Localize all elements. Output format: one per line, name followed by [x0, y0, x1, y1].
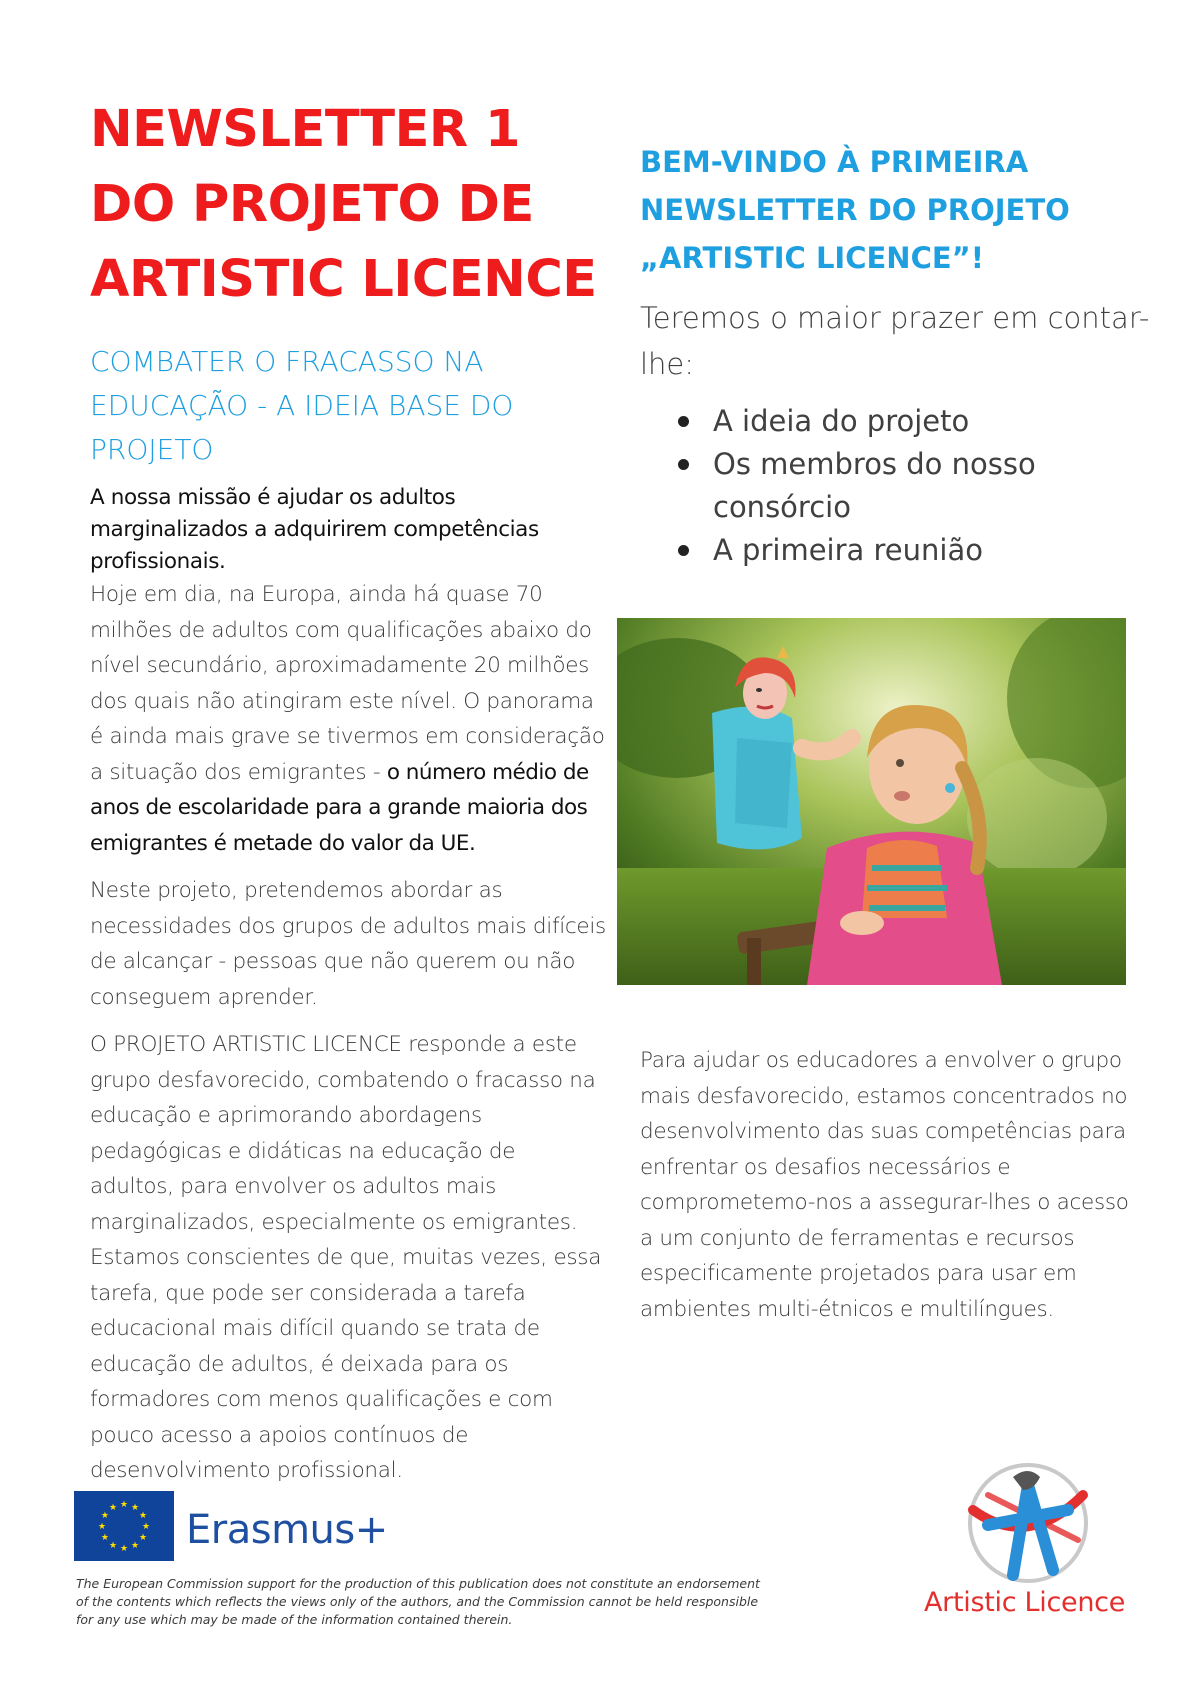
- erasmus-plus-wordmark: Erasmus+: [186, 1507, 388, 1553]
- title-line: DO PROJETO DE: [90, 175, 534, 234]
- paragraph-project-needs: [90, 873, 610, 1015]
- welcome-line: BEM-VINDO À PRIMEIRA: [640, 145, 1029, 179]
- eu-star-icon: ★: [100, 1510, 109, 1520]
- highlight-text: o número médio de: [386, 759, 589, 785]
- paragraph-line: formadores com menos qualificações e com: [90, 1387, 553, 1412]
- paragraph-line: grupo desfavorecido, combatendo o fracasso na: [90, 1067, 596, 1093]
- paragraph-line: tarefa, que pode ser considerada a tarefa: [90, 1280, 526, 1306]
- section-heading-line: COMBATER O FRACASSO NA: [90, 345, 484, 378]
- section-heading: [90, 340, 590, 472]
- welcome-intro: [640, 295, 1150, 387]
- list-item: [640, 400, 1120, 443]
- paragraph-line: pouco acesso a apoios contínuos de: [90, 1422, 469, 1448]
- paragraph-line: educação e aprimorando abordagens: [90, 1103, 482, 1128]
- paragraph-line: adultos, para envolver os adultos mais: [90, 1174, 497, 1199]
- disclaimer-line: of the contents which reflects the views only of the authors, and the Commission cannot be held responsible: [76, 1594, 759, 1609]
- welcome-line: „ARTISTIC LICENCE”!: [640, 241, 984, 275]
- eu-star-icon: ★: [119, 1543, 129, 1553]
- welcome-line: NEWSLETTER DO PROJETO: [640, 193, 1070, 227]
- eu-star-icon: ★: [119, 1499, 129, 1509]
- highlight-text: anos de escolaridade para a grande maioria dos: [90, 795, 588, 820]
- intro-line: lhe:: [640, 347, 695, 381]
- paragraph-line: enfrentar os desafios necessários e: [640, 1154, 1011, 1180]
- eu-star-icon: ★: [108, 1501, 118, 1512]
- newsletter-title: [90, 92, 650, 317]
- paragraph-line: milhões de adultos com qualificações abaixo do: [90, 617, 592, 643]
- eu-flag-icon: [74, 1491, 174, 1561]
- list-item: [640, 443, 1120, 529]
- list-item-label: A ideia do projeto: [713, 404, 970, 438]
- paragraph-line: a um conjunto de ferramentas e recursos: [640, 1225, 1075, 1251]
- eu-star-icon: ★: [141, 1521, 151, 1531]
- disclaimer-line: The European Commission support for the production of this publication does not constitute an endorsement: [76, 1576, 760, 1591]
- eu-star-icon: ★: [139, 1532, 148, 1542]
- paragraph-text: a situação dos emigrantes -: [90, 759, 387, 785]
- paragraph-line: especificamente projetados para usar em: [640, 1261, 1077, 1286]
- paragraph-line: O PROJETO ARTISTIC LICENCE responde a este: [90, 1032, 577, 1057]
- highlight-text: emigrantes é metade do valor da UE.: [90, 830, 476, 856]
- section-heading-line: PROJETO: [90, 433, 214, 466]
- list-item-label: Os membros do nosso: [713, 447, 1036, 481]
- paragraph-line: Para ajudar os educadores a envolver o grupo: [640, 1048, 1122, 1073]
- welcome-heading: [640, 138, 1160, 282]
- paragraph-line: educação de adultos, é deixada para os: [90, 1351, 509, 1377]
- paragraph-line: desenvolvimento das suas competências para: [640, 1119, 1126, 1144]
- mission-line: profissionais.: [90, 549, 226, 574]
- paragraph-line: dos quais não atingiram este nível. O panorama: [90, 688, 594, 714]
- paragraph-line: comprometemo-nos a assegurar-lhes o acesso: [640, 1190, 1129, 1215]
- paragraph-line: [90, 755, 610, 791]
- paragraph-line: marginalizados, especialmente os emigrantes.: [90, 1209, 578, 1235]
- title-line: NEWSLETTER 1: [90, 100, 520, 159]
- list-item: [640, 529, 1120, 572]
- paragraph-line: [90, 790, 610, 826]
- paragraph-line: Hoje em dia, na Europa, ainda há quase 70: [90, 582, 543, 607]
- paragraph-line: Estamos conscientes de que, muitas vezes, essa: [90, 1245, 602, 1270]
- artistic-licence-wordmark: Artistic Licence: [924, 1587, 1126, 1618]
- paragraph-line: mais desfavorecido, estamos concentrados no: [640, 1083, 1128, 1109]
- paragraph-line: ambientes multi-étnicos e multilíngues.: [640, 1296, 1054, 1322]
- eu-star-icon: ★: [108, 1540, 118, 1551]
- intro-line: Teremos o maior prazer em contar-: [640, 301, 1150, 335]
- paragraph-line: é ainda mais grave se tivermos em consideração: [90, 724, 605, 749]
- bullet-dot-icon: [678, 416, 689, 427]
- paragraph-line: nível secundário, aproximadamente 20 milhões: [90, 653, 590, 678]
- mission-line: marginalizados a adquirirem competências: [90, 517, 539, 542]
- eu-star-icon: ★: [97, 1521, 107, 1531]
- paragraph-europe-stats: [90, 577, 610, 861]
- mission-statement: [90, 482, 590, 578]
- paragraph-line: [90, 826, 610, 862]
- list-item-label: consórcio: [713, 490, 851, 524]
- section-heading-line: EDUCAÇÃO - A IDEIA BASE DO: [90, 389, 514, 422]
- paragraph-project-response: [90, 1027, 610, 1489]
- eu-star-icon: ★: [100, 1532, 109, 1542]
- bullet-dot-icon: [678, 459, 689, 470]
- eu-star-icon: ★: [130, 1540, 140, 1551]
- eu-disclaimer: [76, 1575, 776, 1629]
- welcome-topic-list: [640, 400, 1120, 572]
- eu-stars-icon: [74, 1491, 174, 1561]
- paragraph-line: necessidades dos grupos de adultos mais difíceis: [90, 913, 606, 939]
- photo-illustration: [617, 618, 1126, 985]
- paragraph-line: Neste projeto, pretendemos abordar as: [90, 878, 503, 903]
- paragraph-line: educacional mais difícil quando se trata de: [90, 1316, 540, 1341]
- girl-with-puppet-photo: [617, 618, 1126, 985]
- paragraph-educators: [640, 1043, 1160, 1327]
- artistic-licence-logo: [918, 1455, 1138, 1625]
- mission-line: A nossa missão é ajudar os adultos: [90, 485, 456, 510]
- eu-star-icon: ★: [139, 1510, 148, 1520]
- list-item-label: A primeira reunião: [713, 533, 983, 567]
- paragraph-line: desenvolvimento profissional.: [90, 1458, 403, 1483]
- eu-star-icon: ★: [130, 1501, 140, 1512]
- artistic-licence-mark-icon: [918, 1455, 1138, 1585]
- bullet-dot-icon: [678, 545, 689, 556]
- erasmus-plus-logo: [74, 1491, 414, 1569]
- paragraph-line: de alcançar - pessoas que não querem ou não: [90, 949, 576, 974]
- title-line: ARTISTIC LICENCE: [90, 250, 597, 309]
- paragraph-line: pedagógicas e didáticas na educação de: [90, 1138, 516, 1164]
- paragraph-line: conseguem aprender.: [90, 984, 318, 1010]
- disclaimer-line: for any use which may be made of the information contained therein.: [76, 1612, 513, 1627]
